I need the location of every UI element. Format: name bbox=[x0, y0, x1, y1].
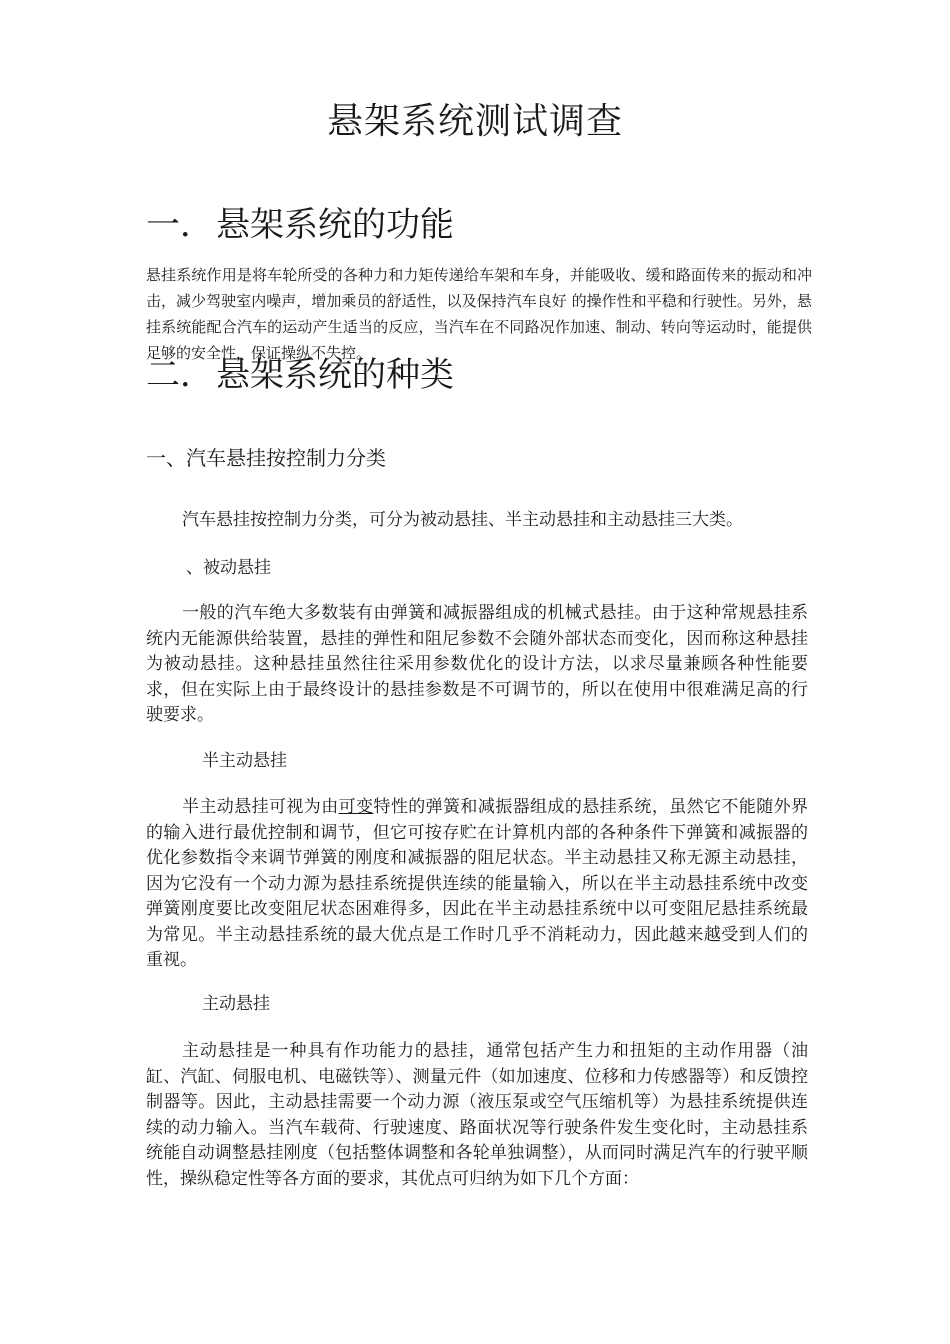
section-2-heading bbox=[146, 352, 846, 398]
classification-lead: 汽车悬挂按控制力分类，可分为被动悬挂、半主动悬挂和主动悬挂三大类。 bbox=[182, 510, 743, 530]
subsection-heading: 一、汽车悬挂按控制力分类 bbox=[146, 446, 386, 470]
section-2-number: 二． bbox=[146, 355, 214, 395]
active-suspension-title: 主动悬挂 bbox=[202, 994, 270, 1014]
section-1-heading bbox=[146, 202, 846, 248]
semi-active-body-start: 半主动悬挂可视为由 bbox=[182, 797, 339, 817]
active-suspension-body: 主动悬挂是一种具有作功能力的悬挂，通常包括产生力和扭矩的主动作用器（油缸、汽缸、伺服电机、电磁铁等）、测量元件（如加速度、位移和力传感器等）和反馈控制器等。因此，主动悬挂需要一个动力源（液压泵或空气压缩机等）为悬挂系统提供连续的动力输入。当汽车载荷、行驶速度、路面状况等行驶条件发生变化时，主动悬挂系统能自动调整悬挂刚度（包括整体调整和各轮单独调整），从而同时满足汽车的行驶平顺性，操纵稳定性等各方面的要求，其优点可归纳为如下几个方面： bbox=[146, 1041, 808, 1189]
section-1-number: 一． bbox=[146, 205, 214, 245]
underlined-term: 可变 bbox=[338, 797, 374, 817]
document-title: 悬架系统测试调查 bbox=[326, 101, 623, 142]
passive-suspension-body: 一般的汽车绝大多数装有由弹簧和减振器组成的机械式悬挂。由于这种常规悬挂系统内无能源供给装置，悬挂的弹性和阻尼参数不会随外部状态而变化，因而称这种悬挂为被动悬挂。这种悬挂虽然往往采用参数优化的设计方法，以求尽量兼顾各种性能要求，但在实际上由于最终设计的悬挂参数是不可调节的，所以在使用中很难满足高的行驶要求。 bbox=[146, 603, 808, 725]
semi-active-suspension-body bbox=[146, 795, 808, 974]
section-1-body: 悬挂系统作用是将车轮所受的各种力和力矩传递给车架和车身，并能吸收、缓和路面传来的振动和冲击，减少驾驶室内噪声，增加乘员的舒适性，以及保持汽车良好 的操作性和平稳和行驶性。另外，悬挂系统能配合汽车的运动产生适当的反应，当汽车在不同路况作加速、制动、转向等运动时，能提供足够的安全性，保证操纵不失控。 bbox=[146, 266, 812, 362]
semi-active-body-rest: 特性的弹簧和减振器组成的悬挂系统，虽然它不能随外界的输入进行最优控制和调节，但它可按存贮在计算机内部的各种条件下弹簧和减振器的优化参数指令来调节弹簧的刚度和减振器的阻尼状态。半主动悬挂又称无源主动悬挂，因为它没有一个动力源为悬挂系统提供连续的能量输入，所以在半主动悬挂系统中改变弹簧刚度要比改变阻尼状态困难得多，因此在半主动悬挂系统中以可变阻尼悬挂系统最为常见。半主动悬挂系统的最大优点是工作时几乎不消耗动力，因此越来越受到人们的重视。 bbox=[146, 797, 809, 970]
passive-suspension-title: 、被动悬挂 bbox=[186, 558, 271, 578]
section-1-title: 悬架系统的功能 bbox=[216, 205, 454, 245]
section-2-title: 悬架系统的种类 bbox=[216, 355, 454, 395]
semi-active-suspension-title: 半主动悬挂 bbox=[202, 751, 287, 771]
